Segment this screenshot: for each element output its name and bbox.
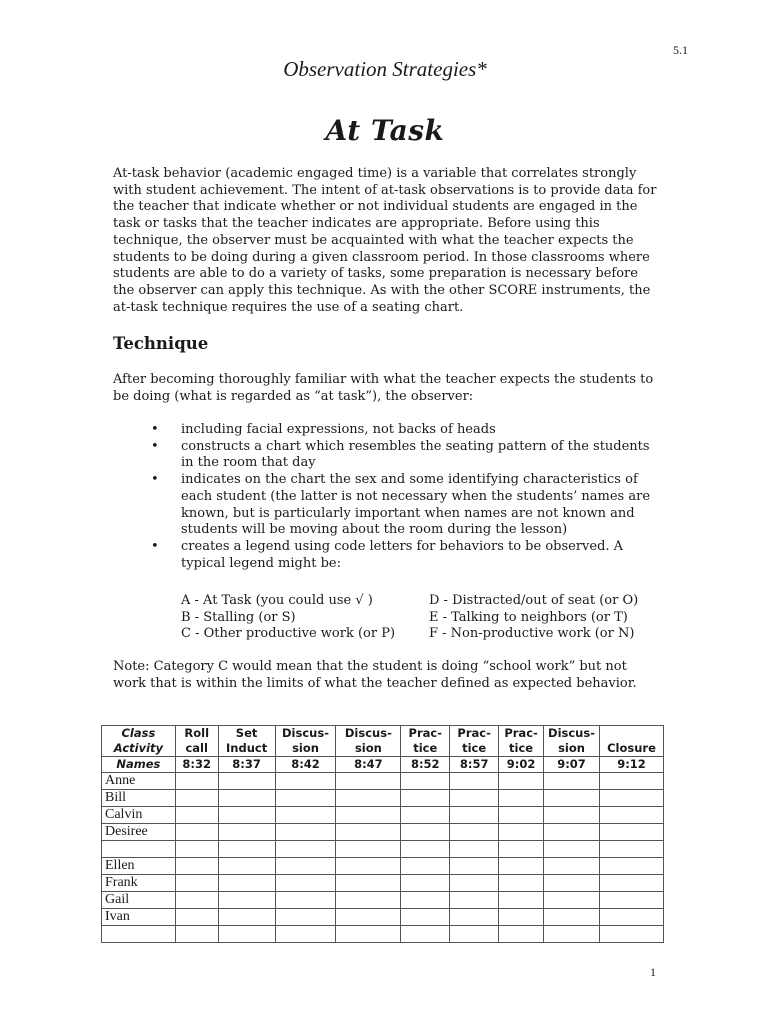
table-header-cell: Set Induct 8:37 — [218, 726, 275, 773]
bullet-icon: • — [151, 472, 159, 488]
observation-cell — [275, 773, 336, 790]
observation-cell — [401, 824, 450, 841]
observation-cell — [275, 909, 336, 926]
observation-cell — [450, 807, 499, 824]
observation-cell — [218, 807, 275, 824]
table-row — [102, 790, 664, 807]
observation-cell — [401, 807, 450, 824]
observation-cell — [600, 892, 664, 909]
observation-cell — [450, 892, 499, 909]
observation-cell — [275, 892, 336, 909]
observation-cell — [401, 909, 450, 926]
observation-cell — [275, 807, 336, 824]
technique-heading: Technique — [113, 334, 209, 353]
student-name-cell: Frank — [102, 875, 176, 892]
observation-cell — [336, 858, 401, 875]
observation-cell — [450, 909, 499, 926]
student-name-cell — [102, 926, 176, 943]
student-name-cell: Anne — [102, 773, 176, 790]
observation-cell — [218, 773, 275, 790]
observation-cell — [499, 807, 544, 824]
observation-cell — [175, 875, 218, 892]
observation-cell — [175, 773, 218, 790]
observation-cell — [450, 824, 499, 841]
observation-cell — [450, 790, 499, 807]
table-row — [102, 841, 664, 858]
observation-cell — [499, 790, 544, 807]
list-item — [151, 472, 661, 539]
observation-cell — [218, 892, 275, 909]
bullet-icon: • — [151, 438, 159, 454]
observation-cell — [336, 841, 401, 858]
observation-cell — [600, 841, 664, 858]
observation-cell — [401, 926, 450, 943]
observation-cell — [336, 926, 401, 943]
table-header-cell: Discus- sion 8:47 — [336, 726, 401, 773]
legend-entry: A - At Task (you could use √ ) — [181, 593, 373, 608]
observation-cell — [275, 858, 336, 875]
legend-entry: B - Stalling (or S) — [181, 609, 296, 625]
student-name-cell: Bill — [102, 790, 176, 807]
technique-bullet-list — [151, 422, 661, 572]
bullet-icon: • — [151, 538, 159, 554]
section-number: 5.1 — [673, 43, 688, 57]
observation-cell — [336, 892, 401, 909]
page-number: 1 — [650, 965, 656, 979]
observation-cell — [175, 807, 218, 824]
observation-cell — [175, 892, 218, 909]
observation-cell — [275, 790, 336, 807]
table-header-cell: Prac- tice 8:52 — [401, 726, 450, 773]
observation-cell — [218, 926, 275, 943]
student-name-cell: Calvin — [102, 807, 176, 824]
observation-cell — [544, 790, 600, 807]
intro-paragraph: At-task behavior (academic engaged time) is a variable that correlates strongly with student achievement. The intent of at-task observations is to provide data for the teacher that indicate whether or not individual students are engaged in the task or tasks that the teacher indicates are appropriate. Before using this technique, the observer must be acquainted with what the teacher expects the students to be doing during a given classroom period. In those classrooms where students are able to do a variety of tasks, some preparation is necessary before the observer can apply this technique. As with the other SCORE instruments, the at-task technique requires the use of a seating chart. — [113, 166, 657, 315]
observation-cell — [544, 841, 600, 858]
table-row — [102, 773, 664, 790]
observation-cell — [218, 909, 275, 926]
observation-cell — [544, 892, 600, 909]
legend-entry: E - Talking to neighbors (or T) — [429, 609, 628, 625]
student-name-cell: Ivan — [102, 909, 176, 926]
legend-entry: F - Non-productive work (or N) — [429, 626, 635, 642]
observation-cell — [499, 909, 544, 926]
observation-cell — [336, 824, 401, 841]
table-header-row — [102, 726, 664, 773]
observation-cell — [336, 875, 401, 892]
observation-cell — [544, 858, 600, 875]
observation-cell — [544, 824, 600, 841]
observation-cell — [336, 807, 401, 824]
observation-cell — [175, 858, 218, 875]
observation-cell — [600, 790, 664, 807]
observation-cell — [544, 773, 600, 790]
observation-cell — [336, 790, 401, 807]
list-item — [151, 422, 661, 439]
table-header-cell: Discus- sion 9:07 — [544, 726, 600, 773]
student-name-cell — [102, 841, 176, 858]
legend-entry: C - Other productive work (or P) — [181, 626, 396, 642]
note-paragraph: Note: Category C would mean that the student is doing “school work” but not work that is within the limits of what the teacher defined as expected behavior. — [113, 659, 637, 691]
table-row — [102, 858, 664, 875]
observation-cell — [544, 926, 600, 943]
observation-cell — [336, 773, 401, 790]
observation-cell — [600, 875, 664, 892]
observation-cell — [275, 824, 336, 841]
observation-cell — [175, 790, 218, 807]
observation-cell — [499, 824, 544, 841]
table-row — [102, 909, 664, 926]
observation-cell — [336, 909, 401, 926]
bullet-text: indicates on the chart the sex and some identifying characteristics of each student (the latter is not necessary when the students’ names are known, but is particularly important when names are not known and students will be moving about the room during the lesson) — [181, 472, 651, 538]
observation-cell — [218, 858, 275, 875]
technique-lead: After becoming thoroughly familiar with what the teacher expects the students to be doing (what is regarded as “at task”), the observer: — [113, 372, 654, 404]
observation-cell — [401, 892, 450, 909]
observation-cell — [401, 875, 450, 892]
list-item — [151, 539, 661, 572]
observation-cell — [401, 773, 450, 790]
table-row — [102, 875, 664, 892]
document-subtitle: Observation Strategies* — [283, 57, 487, 81]
observation-cell — [450, 773, 499, 790]
bullet-text: including facial expressions, not backs of heads — [181, 422, 496, 437]
table-row — [102, 926, 664, 943]
observation-cell — [600, 909, 664, 926]
observation-cell — [600, 807, 664, 824]
observation-cell — [218, 875, 275, 892]
observation-cell — [600, 773, 664, 790]
table-header-cell: Closure 9:12 — [600, 726, 664, 773]
bullet-icon: • — [151, 422, 159, 437]
observation-cell — [499, 892, 544, 909]
observation-cell — [175, 909, 218, 926]
observation-cell — [544, 807, 600, 824]
observation-cell — [275, 926, 336, 943]
observation-cell — [218, 790, 275, 807]
student-name-cell: Desiree — [102, 824, 176, 841]
legend-entry: D - Distracted/out of seat (or O) — [429, 593, 639, 608]
observation-table — [101, 725, 664, 943]
page-title: At Task — [325, 114, 445, 147]
observation-cell — [499, 858, 544, 875]
table-header-cell: Roll call 8:32 — [175, 726, 218, 773]
observation-cell — [450, 926, 499, 943]
observation-cell — [218, 824, 275, 841]
table-row — [102, 807, 664, 824]
observation-cell — [401, 790, 450, 807]
behavior-legend — [181, 593, 661, 643]
table-row — [102, 892, 664, 909]
observation-cell — [600, 824, 664, 841]
table-row — [102, 824, 664, 841]
observation-cell — [175, 841, 218, 858]
observation-cell — [275, 841, 336, 858]
table-header-cell: Prac- tice 8:57 — [450, 726, 499, 773]
bullet-text: creates a legend using code letters for behaviors to be observed. A typical legend might be: — [181, 538, 624, 571]
observation-cell — [450, 841, 499, 858]
observation-cell — [600, 858, 664, 875]
observation-cell — [450, 858, 499, 875]
observation-cell — [401, 858, 450, 875]
observation-cell — [499, 875, 544, 892]
observation-cell — [450, 875, 499, 892]
observation-cell — [499, 841, 544, 858]
observation-cell — [175, 926, 218, 943]
observation-cell — [175, 824, 218, 841]
table-header-cell: Prac- tice 9:02 — [499, 726, 544, 773]
observation-cell — [600, 926, 664, 943]
observation-cell — [401, 841, 450, 858]
observation-cell — [499, 773, 544, 790]
observation-cell — [218, 841, 275, 858]
observation-cell — [275, 875, 336, 892]
table-header-cell: Class Activity Names — [102, 726, 176, 773]
student-name-cell: Ellen — [102, 858, 176, 875]
list-item — [151, 439, 661, 472]
observation-cell — [544, 909, 600, 926]
observation-cell — [544, 875, 600, 892]
table-header-cell: Discus- sion 8:42 — [275, 726, 336, 773]
student-name-cell: Gail — [102, 892, 176, 909]
observation-cell — [499, 926, 544, 943]
bullet-text: constructs a chart which resembles the seating pattern of the students in the room that day — [181, 438, 650, 471]
